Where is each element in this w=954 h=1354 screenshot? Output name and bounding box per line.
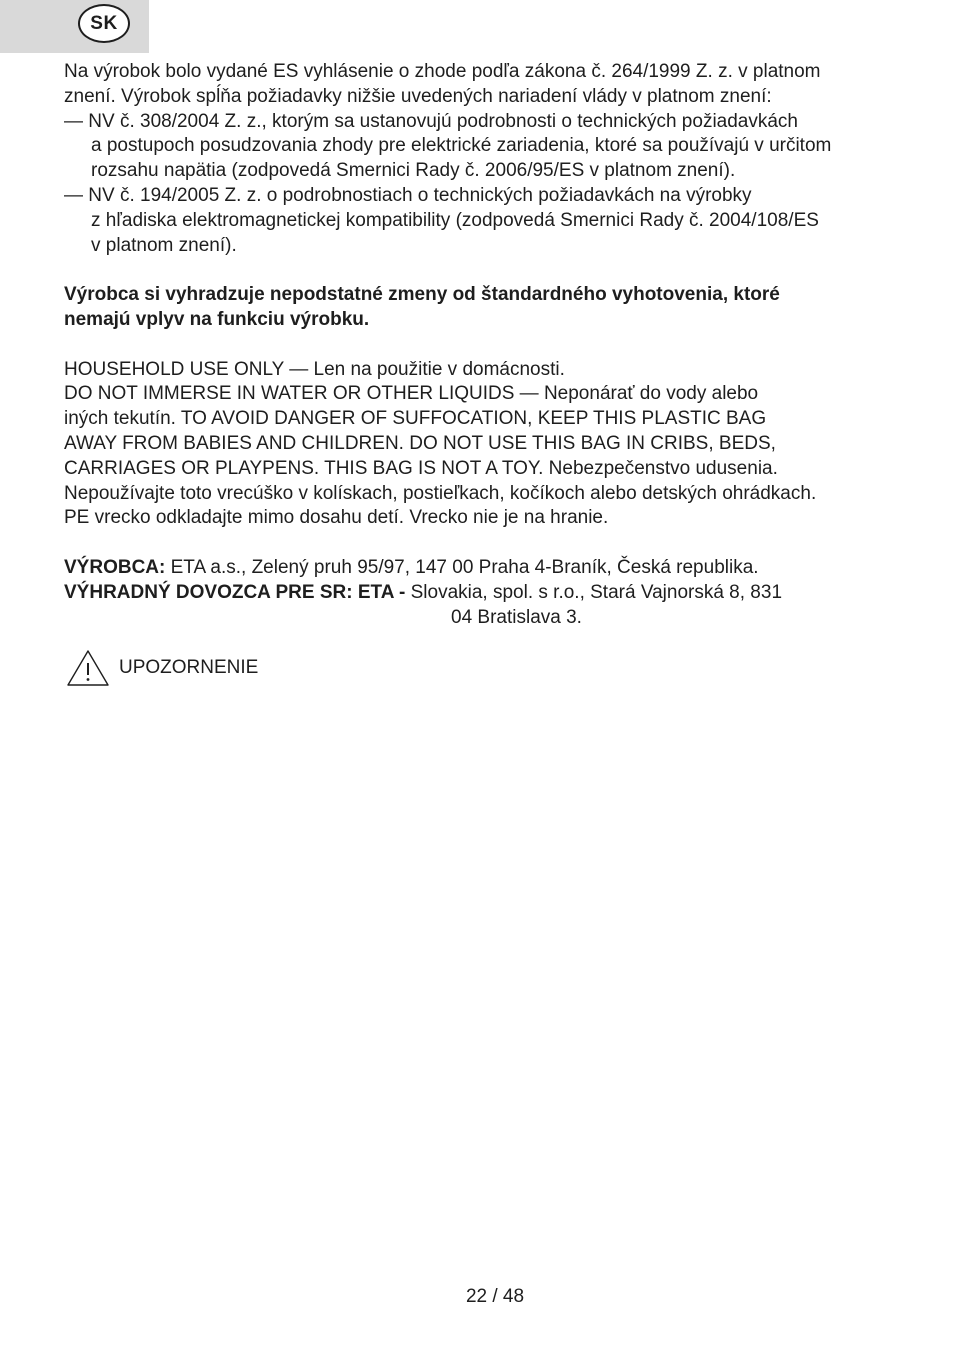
warning-label: UPOZORNENIE xyxy=(119,657,259,678)
notice-line-2: nemajú vplyv na funkciu výrobku. xyxy=(64,308,370,330)
document-body xyxy=(64,60,894,630)
safety-line: HOUSEHOLD USE ONLY — Len na použitie v domácnosti. xyxy=(64,358,565,380)
regulation-2-cont-1: z hľadiska elektromagnetickej kompatibility (zodpovedá Smernici Rady č. 2004/108/ES xyxy=(91,209,819,231)
notice-line-1: Výrobca si vyhradzuje nepodstatné zmeny od štandardného vyhotovenia, ktoré xyxy=(64,284,780,306)
language-tab xyxy=(0,0,149,53)
intro-line-1: Na výrobok bolo vydané ES vyhlásenie o zhode podľa zákona č. 264/1999 Z. z. v platnom xyxy=(64,61,821,82)
importer-label: VÝHRADNÝ DOVOZCA PRE SR: ETA - xyxy=(64,581,406,603)
spacer xyxy=(64,531,894,556)
safety-line: iných tekutín. TO AVOID DANGER OF SUFFOCATION, KEEP THIS PLASTIC BAG xyxy=(64,408,767,430)
safety-line: DO NOT IMMERSE IN WATER OR OTHER LIQUIDS — Neponárať do vody alebo xyxy=(64,383,759,405)
spacer xyxy=(64,258,894,283)
safety-line: PE vrecko odkladajte mimo dosahu detí. Vrecko nie je na hranie. xyxy=(64,507,609,529)
importer-line-2: 04 Bratislava 3. xyxy=(451,606,582,628)
regulation-1-cont-1: a postupoch posudzovania zhody pre elektrické zariadenia, ktoré sa používajú v určitom xyxy=(91,135,832,157)
importer-text: Slovakia, spol. s r.o., Stará Vajnorská 8, 831 xyxy=(405,581,783,603)
spacer xyxy=(64,333,894,358)
manufacturer-text: ETA a.s., Zelený pruh 95/97, 147 00 Praha 4-Braník, Česká republika. xyxy=(165,556,759,578)
regulation-2-lead: — NV č. 194/2005 Z. z. o podrobnostiach o technických požiadavkách na výrobky xyxy=(64,184,752,206)
regulation-1-lead: — NV č. 308/2004 Z. z., ktorým sa ustanovujú podrobnosti o technických požiadavkách xyxy=(64,110,798,132)
safety-line: CARRIAGES OR PLAYPENS. THIS BAG IS NOT A TOY. Nebezpečenstvo udusenia. xyxy=(64,457,778,479)
intro-line-2: znení. Výrobok spĺňa požiadavky nižšie uvedených nariadení vlády v platnom znení: xyxy=(64,85,772,107)
warning-row xyxy=(66,648,258,688)
safety-line: AWAY FROM BABIES AND CHILDREN. DO NOT USE THIS BAG IN CRIBS, BEDS, xyxy=(64,432,776,454)
warning-triangle-icon xyxy=(66,648,110,688)
language-badge: SK xyxy=(78,4,130,43)
manufacturer-label: VÝROBCA: xyxy=(64,556,166,578)
regulation-1-cont-2: rozsahu napätia (zodpovedá Smernici Rady č. 2006/95/ES v platnom znení). xyxy=(91,160,736,182)
manufacturer-line xyxy=(64,556,894,581)
safety-line: Nepoužívajte toto vrecúško v kolískach, postieľkach, kočíkoch alebo detských ohrádkach. xyxy=(64,482,817,504)
importer-line xyxy=(64,581,894,606)
regulation-2-cont-2: v platnom znení). xyxy=(91,234,237,256)
page-number: 22 / 48 xyxy=(465,1286,525,1307)
